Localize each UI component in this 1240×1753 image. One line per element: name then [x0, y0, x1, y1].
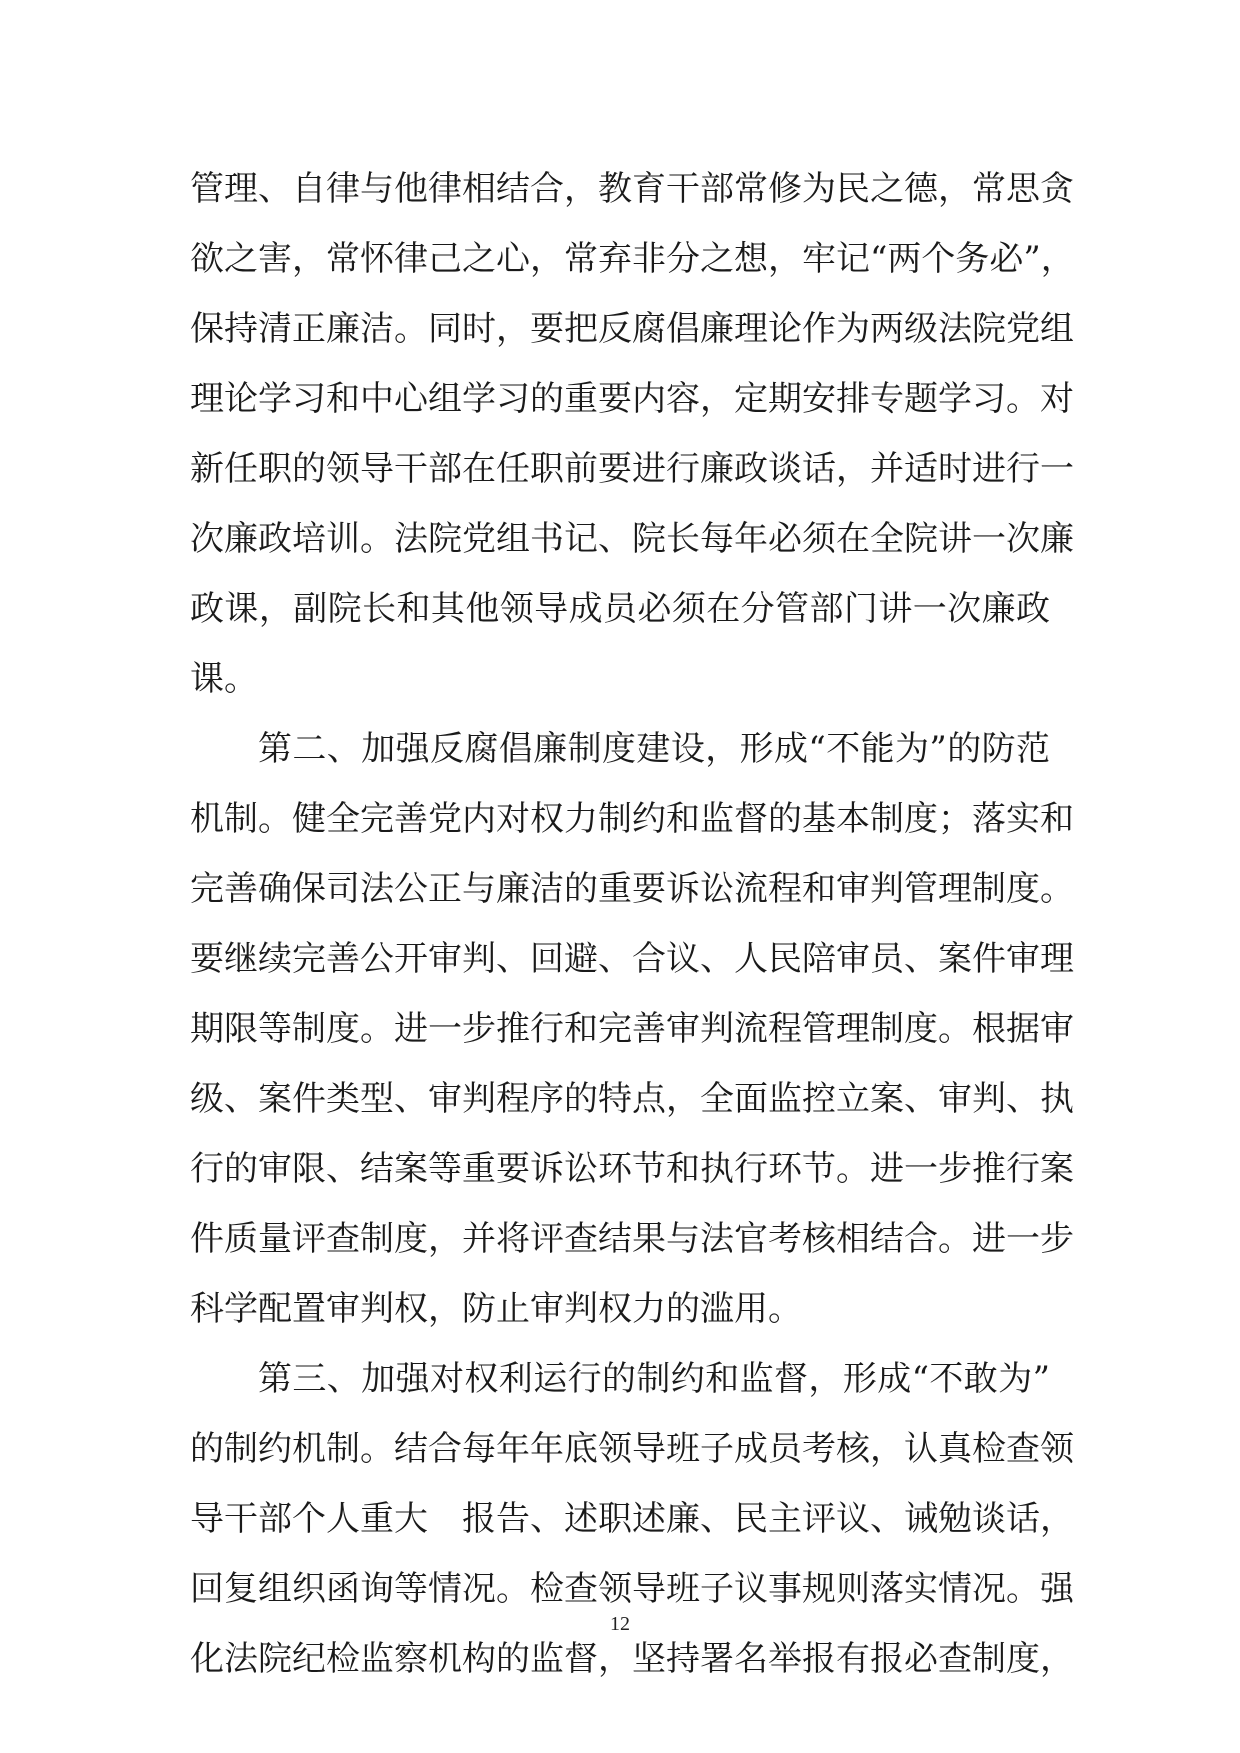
text-line: 导干部个人重大 报告、述职述廉、民主评议、诫勉谈话， — [190, 1499, 1074, 1539]
text-line: 行的审限、结案等重要诉讼环节和执行环节。进一步推行案 — [190, 1149, 1074, 1189]
body-text — [190, 154, 1075, 1694]
page-number: 12 — [610, 1613, 630, 1635]
text-line: 次廉政培训。法院党组书记、院长每年必须在全院讲一次廉 — [190, 519, 1074, 559]
text-line: 课。 — [190, 659, 258, 699]
text-line: 完善确保司法公正与廉洁的重要诉讼流程和审判管理制度。 — [190, 869, 1074, 909]
text-line: 第三、加强对权利运行的制约和监督，形成“不敢为” — [258, 1359, 1050, 1399]
text-line: 政课，副院长和其他领导成员必须在分管部门讲一次廉政 — [190, 589, 1050, 629]
text-line: 管理、自律与他律相结合，教育干部常修为民之德，常思贪 — [190, 169, 1074, 209]
text-line: 理论学习和中心组学习的重要内容，定期安排专题学习。对 — [190, 379, 1074, 419]
text-line: 的制约机制。结合每年年底领导班子成员考核，认真检查领 — [190, 1429, 1074, 1469]
text-line: 要继续完善公开审判、回避、合议、人民陪审员、案件审理 — [190, 939, 1074, 979]
text-line: 机制。健全完善党内对权力制约和监督的基本制度；落实和 — [190, 799, 1074, 839]
text-line: 期限等制度。进一步推行和完善审判流程管理制度。根据审 — [190, 1009, 1074, 1049]
text-line: 新任职的领导干部在任职前要进行廉政谈话，并适时进行一 — [190, 449, 1074, 489]
text-line: 回复组织函询等情况。检查领导班子议事规则落实情况。强 — [190, 1569, 1074, 1609]
text-line: 保持清正廉洁。同时，要把反腐倡廉理论作为两级法院党组 — [190, 309, 1074, 349]
text-line: 第二、加强反腐倡廉制度建设，形成“不能为”的防范 — [258, 729, 1050, 769]
text-line: 级、案件类型、审判程序的特点，全面监控立案、审判、执 — [190, 1079, 1074, 1119]
text-line: 欲之害，常怀律己之心，常弃非分之想，牢记“两个务必”， — [190, 239, 1075, 279]
text-line: 科学配置审判权，防止审判权力的滥用。 — [190, 1289, 802, 1329]
text-line: 化法院纪检监察机构的监督，坚持署名举报有报必查制度， — [190, 1639, 1074, 1679]
text-line: 件质量评查制度，并将评查结果与法官考核相结合。进一步 — [190, 1219, 1074, 1259]
